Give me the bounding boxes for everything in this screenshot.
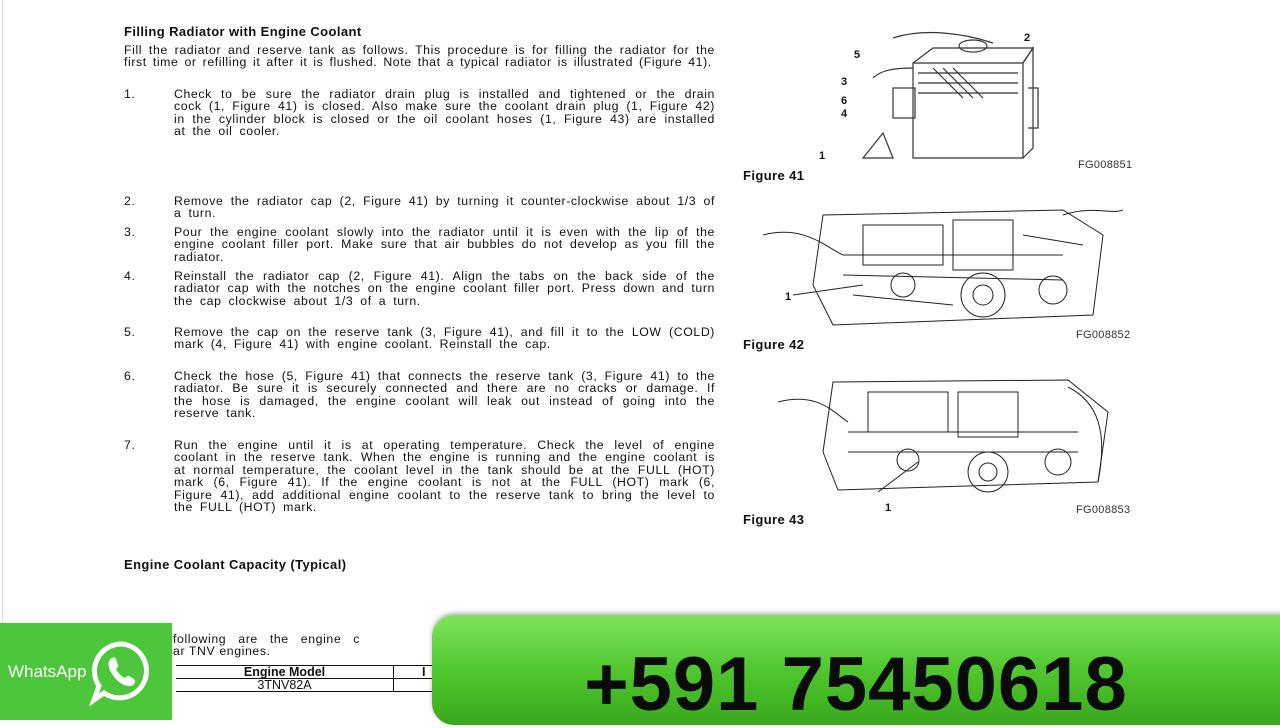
engine-illustration xyxy=(763,195,1123,335)
step-item xyxy=(124,226,715,263)
step-number: 6. xyxy=(124,369,136,383)
intro-paragraph: Fill the radiator and reserve tank as follows. This procedure is for filling the radiator for the first time or refilling it after it is flushed. Note that a typical radiator is illustrated (Figure 41). xyxy=(124,43,715,70)
figure-code: FG008852 xyxy=(1076,329,1131,341)
whatsapp-label: WhatsApp xyxy=(8,661,87,681)
figure-label: Figure 42 xyxy=(743,337,805,352)
step-text: Reinstall the radiator cap (2, Figure 41). Align the tabs on the back side of the radiator cap with the notches on the engine coolant filler port. Press down and turn the cap clockwise about 1/3 of a turn. xyxy=(174,269,715,308)
figure-code: FG008853 xyxy=(1076,504,1131,516)
callout-label: 2 xyxy=(1024,32,1031,44)
callout-label: 3 xyxy=(841,76,848,88)
step-number: 1. xyxy=(124,87,136,101)
step-item xyxy=(124,88,715,138)
step-item xyxy=(124,195,715,220)
table-cell: 3TNV82A xyxy=(176,679,394,691)
figure-label: Figure 43 xyxy=(743,512,805,527)
callout-label: 1 xyxy=(885,502,892,514)
step-number: 2. xyxy=(124,194,136,208)
engine-illustration xyxy=(778,372,1123,507)
manual-page xyxy=(2,0,1278,720)
figure-code: FG008851 xyxy=(1078,159,1133,171)
whatsapp-badge[interactable] xyxy=(0,623,172,720)
step-number: 7. xyxy=(124,438,136,452)
column-header: I xyxy=(422,665,426,679)
capacity-text-line: ar TNV engines. xyxy=(173,644,271,658)
capacity-heading: Engine Coolant Capacity (Typical) xyxy=(124,557,347,572)
table-header xyxy=(176,666,476,679)
step-item xyxy=(124,326,715,351)
step-text: Check to be sure the radiator drain plug is installed and tightened or the drain cock (1, Figure 41) is closed. Also make sure the coolant drain plug (1, Figure 42) in the cylinder block is closed or the oil coolant hoses (1, Figure 43) are installed at the oil cooler. xyxy=(174,87,715,139)
capacity-text-line: following are the engine c xyxy=(173,632,361,646)
section-heading: Filling Radiator with Engine Coolant xyxy=(124,24,362,39)
callout-label: 4 xyxy=(841,108,848,120)
callout-label: 5 xyxy=(854,49,861,61)
step-number: 4. xyxy=(124,269,136,283)
step-item xyxy=(124,270,715,307)
whatsapp-icon xyxy=(88,638,156,706)
callout-label: 1 xyxy=(785,291,792,303)
step-number: 5. xyxy=(124,325,136,339)
phone-number: +591 75450618 xyxy=(584,642,1128,727)
callout-label: 1 xyxy=(819,150,826,162)
step-text: Check the hose (5, Figure 41) that connects the reserve tank (3, Figure 41) to the radiator. Be sure it is securely connected and there are no cracks or damage. If the hose is damaged, the engine coolant will leak out instead of going into the reserve tank. xyxy=(174,369,715,421)
phone-banner xyxy=(432,615,1280,725)
capacity-table xyxy=(176,665,476,692)
step-item xyxy=(124,370,715,420)
step-text: Remove the cap on the reserve tank (3, Figure 41), and fill it to the LOW (COLD) mark (4, Figure 41) with engine coolant. Reinstall the cap. xyxy=(174,325,715,352)
step-text: Run the engine until it is at operating temperature. Check the level of engine coolant in the reserve tank. When the engine is running and the engine coolant is at normal temperature, the coolant level in the tank should be at the FULL (HOT) mark (6, Figure 41). If the engine coolant is not at the FULL (HOT) mark (6, Figure 41), add additional engine coolant to the reserve tank to bring the level to the FULL (HOT) mark. xyxy=(174,438,715,515)
step-text: Remove the radiator cap (2, Figure 41) by turning it counter-clockwise about 1/3 of a turn. xyxy=(174,194,715,221)
table-row xyxy=(176,679,476,692)
callout-label: 6 xyxy=(841,95,848,107)
column-header: Engine Model xyxy=(176,666,394,678)
step-text: Pour the engine coolant slowly into the radiator until it is even with the lip of the engine coolant filler port. Make sure that air bubbles do not develop as you fill the radiator. xyxy=(174,225,715,264)
step-item xyxy=(124,439,715,513)
step-number: 3. xyxy=(124,225,136,239)
figure-label: Figure 41 xyxy=(743,168,805,183)
